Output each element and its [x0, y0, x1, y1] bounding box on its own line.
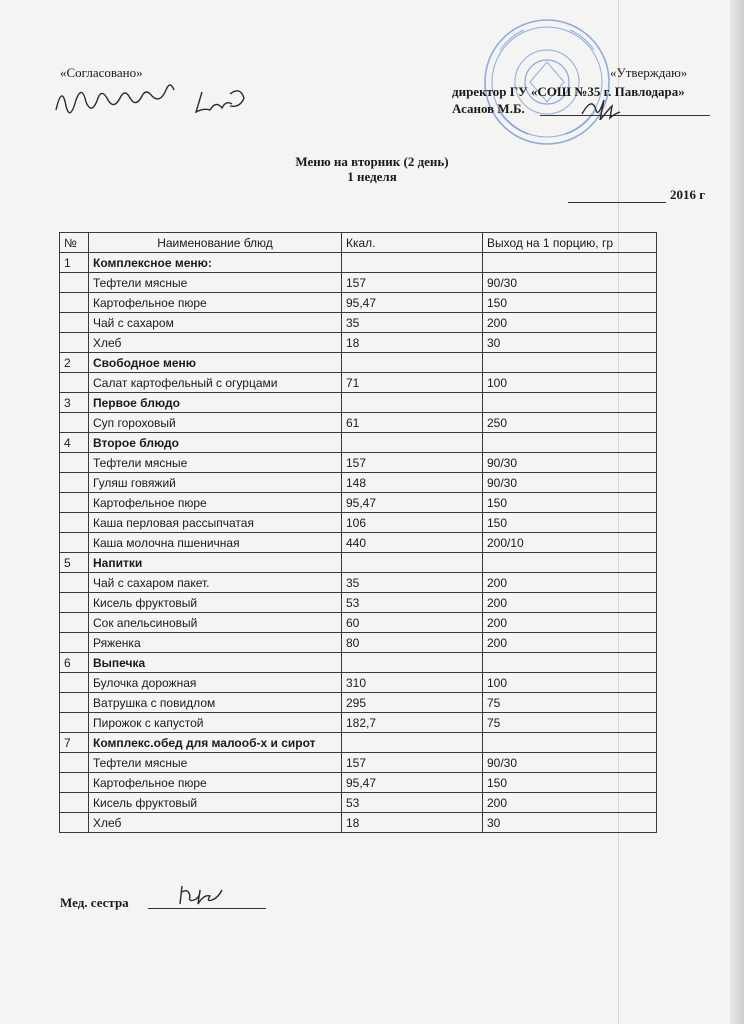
director-line: директор ГУ «СОШ №35 г. Павлодара»: [452, 84, 685, 99]
table-row: [60, 813, 657, 833]
cell-kcal: [342, 653, 483, 673]
cell-kcal: 182,7: [342, 713, 483, 733]
cell-number: [60, 633, 89, 653]
cell-portion: 75: [483, 713, 657, 733]
cell-kcal: 106: [342, 513, 483, 533]
table-row: [60, 373, 657, 393]
cell-portion: 90/30: [483, 473, 657, 493]
cell-dish-name: Булочка дорожная: [89, 673, 342, 693]
cell-dish-name: Каша перловая рассыпчатая: [89, 513, 342, 533]
cell-dish-name: Хлеб: [89, 333, 342, 353]
cell-dish-name: Комплекс.обед для малооб-х и сирот: [89, 733, 342, 753]
cell-number: [60, 273, 89, 293]
table-section-row: [60, 653, 657, 673]
header-dish-name: Наименование блюд: [89, 233, 342, 253]
cell-number: [60, 333, 89, 353]
cell-number: 3: [60, 393, 89, 413]
cell-portion: 200: [483, 633, 657, 653]
cell-dish-name: Чай с сахаром: [89, 313, 342, 333]
cell-dish-name: Гуляш говяжий: [89, 473, 342, 493]
cell-kcal: 18: [342, 333, 483, 353]
table-row: [60, 333, 657, 353]
date-year: 2016 г: [670, 187, 706, 202]
cell-dish-name: Каша молочна пшеничная: [89, 533, 342, 553]
table-row: [60, 593, 657, 613]
cell-portion: [483, 253, 657, 273]
cell-dish-name: Выпечка: [89, 653, 342, 673]
table-section-row: [60, 353, 657, 373]
cell-number: [60, 713, 89, 733]
cell-kcal: 157: [342, 753, 483, 773]
cell-kcal: 157: [342, 273, 483, 293]
cell-dish-name: Тефтели мясные: [89, 453, 342, 473]
cell-dish-name: Напитки: [89, 553, 342, 573]
table-row: [60, 513, 657, 533]
table-row: [60, 713, 657, 733]
cell-kcal: 95,47: [342, 293, 483, 313]
table-row: [60, 673, 657, 693]
cell-portion: 30: [483, 333, 657, 353]
head-name: Асанов М.Б.: [452, 101, 525, 116]
table-row: [60, 293, 657, 313]
cell-dish-name: Комплексное меню:: [89, 253, 342, 273]
menu-table: [59, 232, 657, 833]
cell-kcal: [342, 433, 483, 453]
cell-number: [60, 373, 89, 393]
nurse-label: Мед. сестра: [60, 895, 129, 910]
cell-portion: 150: [483, 773, 657, 793]
date-blank-line: [568, 202, 666, 203]
cell-number: [60, 813, 89, 833]
approved-left-label: «Согласовано»: [60, 65, 143, 80]
signature-director-icon: [578, 92, 626, 120]
cell-number: [60, 573, 89, 593]
cell-number: [60, 473, 89, 493]
cell-portion: [483, 733, 657, 753]
cell-number: [60, 413, 89, 433]
cell-kcal: 148: [342, 473, 483, 493]
table-header-row: [60, 233, 657, 253]
menu-table-body: [60, 253, 657, 833]
cell-kcal: 60: [342, 613, 483, 633]
cell-portion: 30: [483, 813, 657, 833]
cell-number: 1: [60, 253, 89, 273]
cell-number: [60, 313, 89, 333]
cell-kcal: [342, 253, 483, 273]
cell-kcal: 71: [342, 373, 483, 393]
cell-kcal: 295: [342, 693, 483, 713]
cell-kcal: [342, 393, 483, 413]
cell-portion: 250: [483, 413, 657, 433]
cell-kcal: 440: [342, 533, 483, 553]
cell-number: 4: [60, 433, 89, 453]
cell-number: 6: [60, 653, 89, 673]
table-row: [60, 493, 657, 513]
cell-dish-name: Сок апельсиновый: [89, 613, 342, 633]
cell-number: [60, 453, 89, 473]
cell-portion: 200: [483, 793, 657, 813]
cell-portion: 100: [483, 373, 657, 393]
cell-kcal: 95,47: [342, 493, 483, 513]
table-row: [60, 413, 657, 433]
cell-kcal: 80: [342, 633, 483, 653]
cell-number: [60, 673, 89, 693]
cell-kcal: 95,47: [342, 773, 483, 793]
cell-dish-name: Хлеб: [89, 813, 342, 833]
cell-number: 2: [60, 353, 89, 373]
table-row: [60, 273, 657, 293]
table-row: [60, 473, 657, 493]
cell-portion: 90/30: [483, 753, 657, 773]
cell-dish-name: Чай с сахаром пакет.: [89, 573, 342, 593]
cell-kcal: 53: [342, 593, 483, 613]
table-row: [60, 753, 657, 773]
page-subtitle: 1 неделя: [347, 169, 397, 184]
table-row: [60, 533, 657, 553]
cell-kcal: 35: [342, 573, 483, 593]
cell-kcal: 157: [342, 453, 483, 473]
cell-portion: 150: [483, 293, 657, 313]
cell-portion: [483, 393, 657, 413]
cell-portion: 150: [483, 513, 657, 533]
cell-number: [60, 493, 89, 513]
cell-dish-name: Первое блюдо: [89, 393, 342, 413]
cell-kcal: 35: [342, 313, 483, 333]
table-row: [60, 573, 657, 593]
cell-number: [60, 773, 89, 793]
table-section-row: [60, 433, 657, 453]
cell-portion: 75: [483, 693, 657, 713]
cell-dish-name: Суп гороховый: [89, 413, 342, 433]
header-kcal: Ккал.: [342, 233, 483, 253]
cell-number: 7: [60, 733, 89, 753]
cell-number: 5: [60, 553, 89, 573]
cell-portion: [483, 433, 657, 453]
cell-portion: [483, 653, 657, 673]
table-section-row: [60, 253, 657, 273]
page-title: Меню на вторник (2 день): [295, 154, 449, 169]
cell-kcal: 18: [342, 813, 483, 833]
table-row: [60, 313, 657, 333]
cell-number: [60, 593, 89, 613]
cell-portion: [483, 553, 657, 573]
cell-dish-name: Картофельное пюре: [89, 493, 342, 513]
cell-portion: 150: [483, 493, 657, 513]
cell-number: [60, 613, 89, 633]
cell-dish-name: Ватрушка с повидлом: [89, 693, 342, 713]
cell-dish-name: Пирожок с капустой: [89, 713, 342, 733]
cell-kcal: 61: [342, 413, 483, 433]
header-portion: Выход на 1 порцию, гр: [483, 233, 657, 253]
cell-kcal: 310: [342, 673, 483, 693]
cell-dish-name: Второе блюдо: [89, 433, 342, 453]
table-row: [60, 693, 657, 713]
cell-portion: 200: [483, 593, 657, 613]
cell-dish-name: Картофельное пюре: [89, 293, 342, 313]
cell-portion: 90/30: [483, 453, 657, 473]
table-row: [60, 613, 657, 633]
cell-portion: 200: [483, 613, 657, 633]
cell-portion: 90/30: [483, 273, 657, 293]
cell-dish-name: Салат картофельный с огурцами: [89, 373, 342, 393]
cell-dish-name: Тефтели мясные: [89, 273, 342, 293]
cell-portion: 200/10: [483, 533, 657, 553]
cell-portion: [483, 353, 657, 373]
cell-number: [60, 513, 89, 533]
table-section-row: [60, 733, 657, 753]
cell-kcal: [342, 353, 483, 373]
cell-kcal: 53: [342, 793, 483, 813]
cell-dish-name: Ряженка: [89, 633, 342, 653]
table-row: [60, 453, 657, 473]
cell-number: [60, 293, 89, 313]
cell-number: [60, 793, 89, 813]
cell-number: [60, 753, 89, 773]
cell-dish-name: Кисель фруктовый: [89, 793, 342, 813]
table-row: [60, 773, 657, 793]
cell-number: [60, 533, 89, 553]
cell-dish-name: Свободное меню: [89, 353, 342, 373]
cell-dish-name: Тефтели мясные: [89, 753, 342, 773]
table-row: [60, 633, 657, 653]
cell-portion: 200: [483, 573, 657, 593]
cell-kcal: [342, 733, 483, 753]
table-section-row: [60, 553, 657, 573]
header-number: №: [60, 233, 89, 253]
approved-right-label: «Утверждаю»: [610, 65, 688, 80]
table-row: [60, 793, 657, 813]
cell-dish-name: Картофельное пюре: [89, 773, 342, 793]
cell-kcal: [342, 553, 483, 573]
table-section-row: [60, 393, 657, 413]
cell-portion: 200: [483, 313, 657, 333]
nurse-signature-line: [148, 908, 266, 909]
signature-left-icon: [52, 80, 262, 120]
cell-dish-name: Кисель фруктовый: [89, 593, 342, 613]
cell-number: [60, 693, 89, 713]
signature-nurse-icon: [178, 880, 228, 908]
cell-portion: 100: [483, 673, 657, 693]
